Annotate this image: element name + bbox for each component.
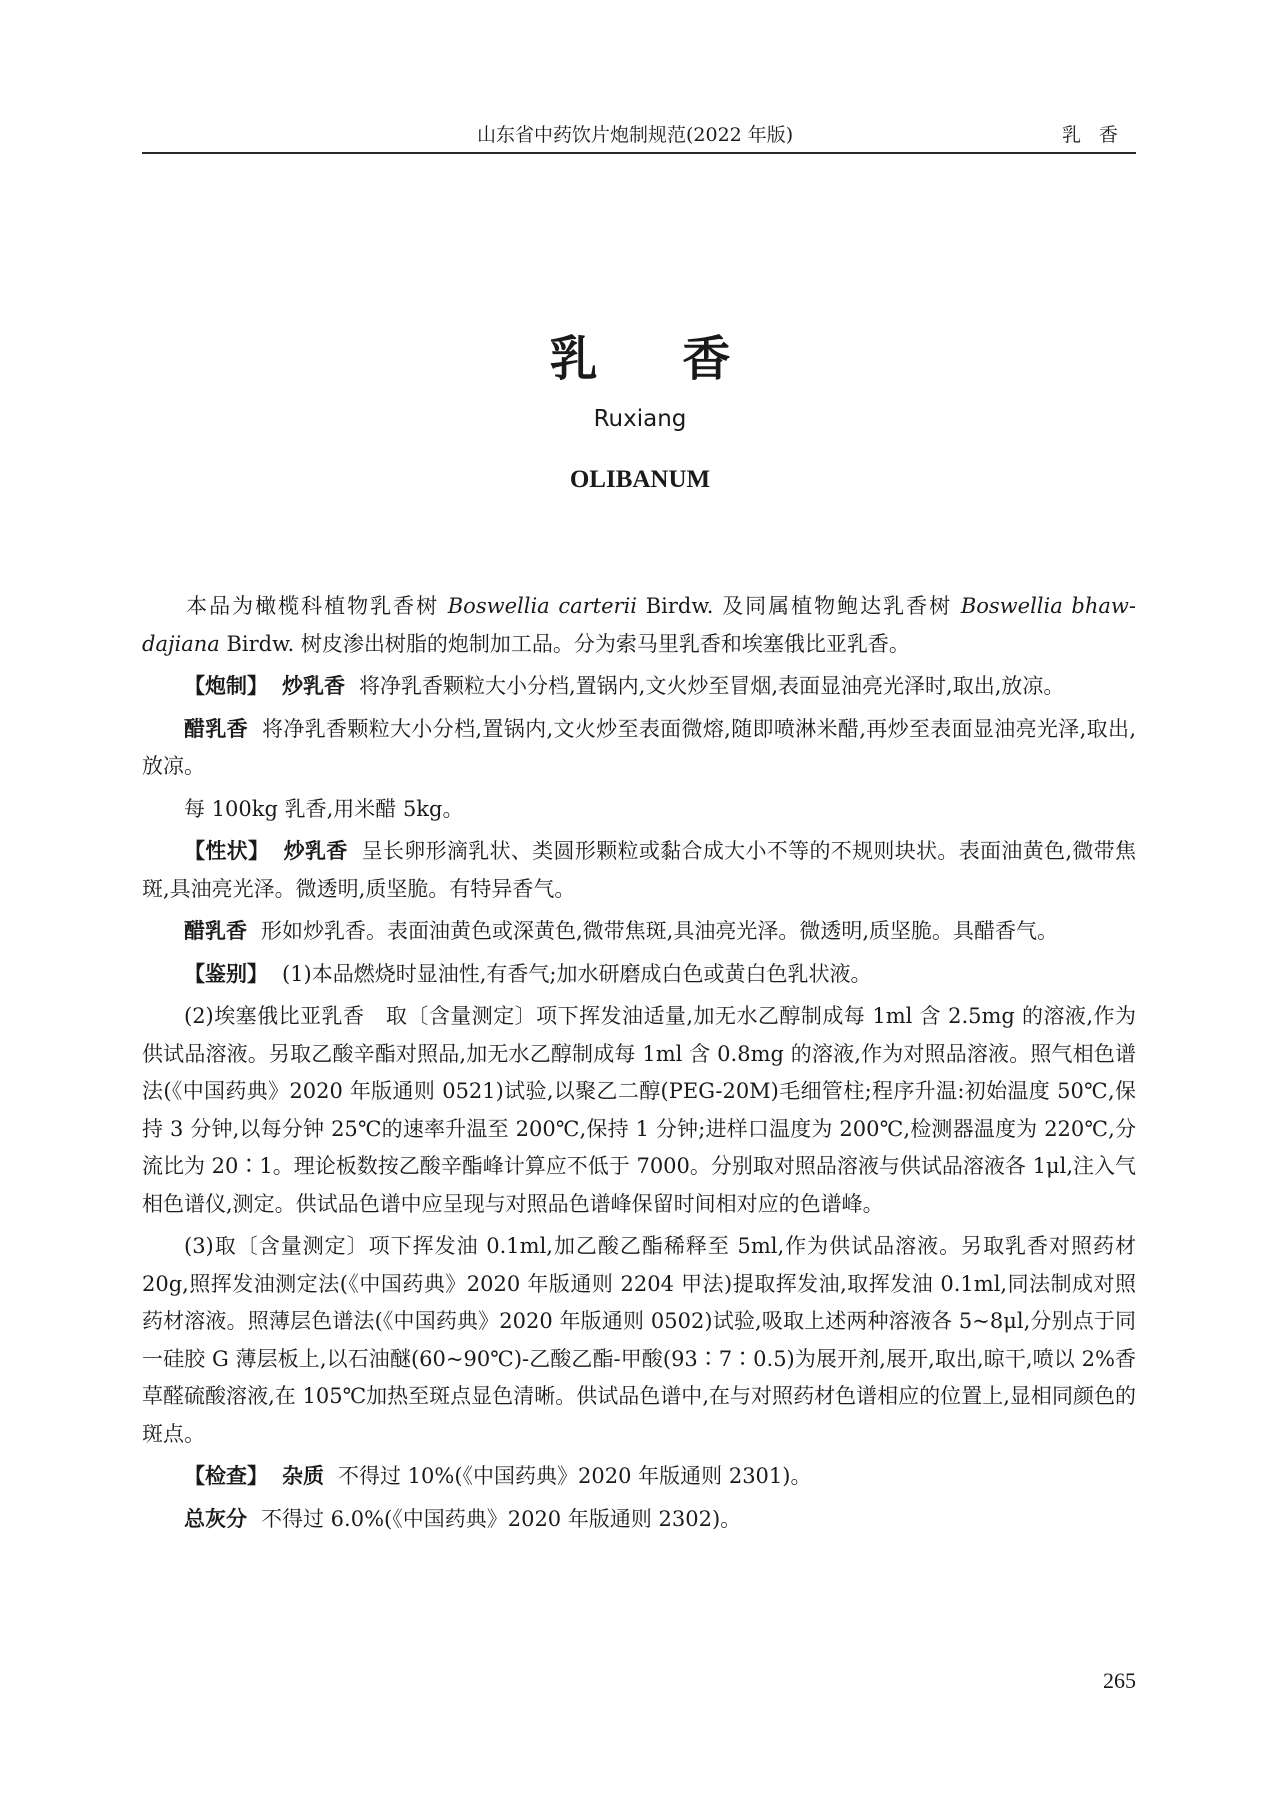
species-name: Boswellia carterii	[447, 594, 638, 618]
characters-paragraph	[142, 913, 1136, 951]
inspection-paragraph	[142, 1501, 1136, 1539]
monograph-title: 乳 香	[549, 331, 765, 387]
running-header	[142, 112, 1136, 154]
term-curuxiang: 醋乳香	[184, 919, 247, 943]
term-curuxiang: 醋乳香	[184, 716, 249, 741]
section-label-inspection: 【检查】	[184, 1464, 268, 1488]
section-label-characters: 【性状】	[184, 839, 270, 863]
inspection-text: 不得过 10%(《中国药典》2020 年版通则 2301)。	[338, 1464, 812, 1488]
section-label-identification: 【鉴别】	[184, 961, 268, 986]
processing-paragraph	[142, 668, 1136, 706]
page-number: 265	[1103, 1668, 1136, 1693]
inspection-text: 不得过 6.0%(《中国药典》2020 年版通则 2302)。	[261, 1506, 742, 1531]
processing-text: 将净乳香颗粒大小分档,置锅内,文火炒至冒烟,表面显油亮光泽时,取出,放凉。	[359, 674, 1065, 698]
inspection-paragraph	[142, 1458, 1136, 1496]
term-impurities: 杂质	[282, 1464, 324, 1488]
pinyin-name: Ruxiang	[593, 406, 687, 432]
term-total-ash: 总灰分	[184, 1506, 247, 1531]
intro-text: 本品为橄榄科植物乳香树	[186, 594, 448, 618]
identification-item: (3)取〔含量测定〕项下挥发油 0.1ml,加乙酸乙酯稀释至 5ml,作为供试品溶液。另取乳香对照药材 20g,照挥发油测定法(《中国药典》2020 年版通则 2204 甲法)提取挥发油,取挥发油 0.1ml,同法制成对照药材溶液。照薄层色谱法(《中国药典》2020 年版通则 0502)试验,吸取上述两种溶液各 5~8μl,分别点于同一硅胶 G 薄层板上,以石油醚(60~90℃)-乙酸乙酯-甲酸(93∶7∶0.5)为展开剂,展开,取出,晾干,喷以 2%香草醛硫酸溶液,在 105℃加热至斑点显色清晰。供试品色谱中,在与对照药材色谱相应的位置上,显相同颜色的斑点。	[142, 1234, 1136, 1446]
latin-name: OLIBANUM	[569, 466, 711, 493]
characters-text: 呈长卵形滴乳状、类圆形颗粒或黏合成大小不等的不规则块状。表面油黄色,微带焦斑,具油亮光泽。微透明,质坚脆。有特异香气。	[142, 839, 1137, 901]
intro-text: Birdw. 及同属植物鲍达乳香树	[637, 594, 961, 618]
processing-paragraph	[142, 711, 1136, 786]
section-label-processing: 【炮制】	[184, 674, 268, 698]
identification-item: (1)本品燃烧时显油性,有香气;加水研磨成白色或黄白色乳状液。	[282, 961, 872, 986]
characters-text: 形如炒乳香。表面油黄色或深黄色,微带焦斑,具油亮光泽。微透明,质坚脆。具醋香气。	[261, 919, 1059, 943]
monograph-body	[142, 588, 1136, 1543]
intro-paragraph	[142, 588, 1136, 663]
term-chaoruxiang: 炒乳香	[282, 674, 345, 698]
section-name: 乳香	[1061, 124, 1136, 146]
identification-item: (2)埃塞俄比亚乳香 取〔含量测定〕项下挥发油适量,加无水乙醇制成每 1ml 含 2.5mg 的溶液,作为供试品溶液。另取乙酸辛酯对照品,加无水乙醇制成每 1ml 含 0.8mg 的溶液,作为对照品溶液。照气相色谱法(《中国药典》2020 年版通则 0521)试验,以聚乙二醇(PEG-20M)毛细管柱;程序升温:初始温度 50℃,保持 3 分钟,以每分钟 25℃的速率升温至 200℃,保持 1 分钟;进样口温度为 200℃,检测器温度为 220℃,分流比为 20∶1。理论板数按乙酸辛酯峰计算应不低于 7000。分别取对照品溶液与供试品溶液各 1μl,注入气相色谱仪,测定。供试品色谱中应呈现与对照品色谱峰保留时间相对应的色谱峰。	[142, 1004, 1136, 1216]
processing-text: 将净乳香颗粒大小分档,置锅内,文火炒至表面微熔,随即喷淋米醋,再炒至表面显油亮光泽,取出,放凉。	[142, 716, 1136, 778]
identification-paragraph	[142, 956, 1136, 994]
characters-paragraph	[142, 833, 1136, 908]
intro-text: Birdw. 树皮渗出树脂的炮制加工品。分为索马里乳香和埃塞俄比亚乳香。	[219, 631, 910, 656]
running-title: 山东省中药饮片炮制规范(2022 年版)	[477, 124, 794, 146]
term-chaoruxiang: 炒乳香	[283, 839, 348, 863]
processing-note: 每 100kg 乳香,用米醋 5kg。	[184, 796, 464, 821]
species-name: Boswellia bhaw-dajiana	[142, 594, 1136, 656]
